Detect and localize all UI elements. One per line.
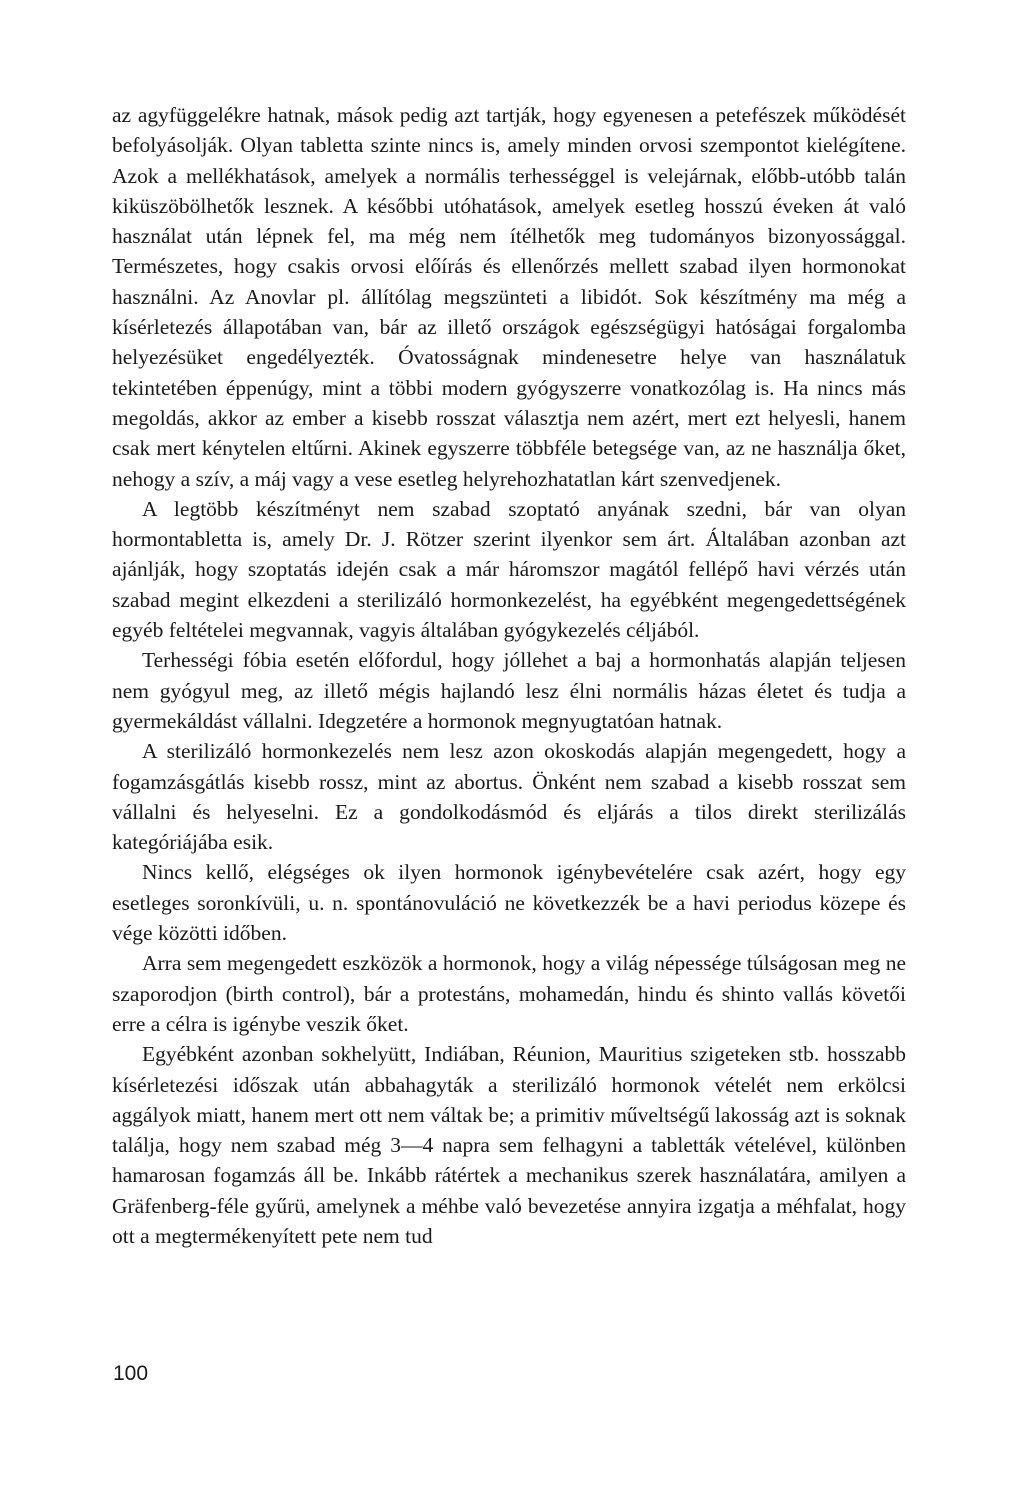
paragraph-lesser-evil: A sterilizáló hormonkezelés nem lesz azon okoskodás alapján megengedett, hogy a fogamzásgátlás kisebb rossz, mint az abortus. Önként nem szabad a kisebb rosszat sem vállalni és helyeselni. Ez a gondolkodásmód és eljárás a tilos direkt sterilizálás kategóriájába esik. [112,739,906,855]
paragraph-india-reunion: Egyébként azonban sokhelyütt, Indiában, Réunion, Mauritius szigeteken stb. hosszabb kísérletezési időszak után abbahagyták a sterilizáló hormonok vételét nem erkölcsi aggályok miatt, hanem mert ott nem váltak be; a primitiv műveltségű lakosság azt is soknak találja, hogy nem szabad még 3—4 napra sem felhagyni a tabletták vételével, különben hamarosan fogamzás áll be. Inkább rátértek a mechanikus szerek használatára, amilyen a Gräfenberg-féle gyűrü, amelynek a méhbe való bevezetése annyira izgatja a méhfalat, hogy ott a megtermékenyített pete nem tud [112,1042,906,1248]
body-text [112,100,906,1251]
paragraph-ovulation: Nincs kellő, elégséges ok ilyen hormonok igénybevételére csak azért, hogy egy esetleges soronkívüli, u. n. spontánovuláció ne következzék be a havi periodus közepe és vége közötti időben. [112,860,906,946]
paragraph-pregnancy-phobia: Terhességi fóbia esetén előfordul, hogy jóllehet a baj a hormonhatás alapján teljesen nem gyógyul meg, az illető mégis hajlandó lesz élni normális házas életet és tudja a gyermekáldást vállalni. Idegzetére a hormonok megnyugtatóan hatnak. [112,648,906,733]
paragraph-continuation: az agyfüggelékre hatnak, mások pedig azt tartják, hogy egyenesen a petefészek működését befolyásolják. Olyan tabletta szinte nincs is, amely minden orvosi szempontot kielégítene. Azok a mellékhatások, amelyek a normális terhességgel is velejárnak, előbb-utóbb talán kiküszöbölhetők lesznek. A későbbi utóhatások, amelyek esetleg hosszú éveken át való használat után lépnek fel, ma még nem ítélhetők meg tudományos bizonyossággal. Természetes, hogy csakis orvosi előírás és ellenőrzés mellett szabad ilyen hormonokat használni. Az Anovlar pl. állítólag megszünteti a libidót. Sok készítmény ma még a kísérletezés állapotában van, bár az illető országok egészségügyi hatóságai forgalomba helyezésüket engedélyezték. Óvatosságnak mindenesetre helye van használatuk tekintetében éppenúgy, mint a többi modern gyógyszerre vonatkozólag is. Ha nincs más megoldás, akkor az ember a kisebb rosszat választja nem azért, mert ezt helyesli, hanem csak mert kénytelen eltűrni. Akinek egyszerre többféle betegsége van, az ne használja őket, nehogy a szív, a máj vagy a vese esetleg helyrehozhatatlan kárt szenvedjenek. [112,103,906,491]
page-number: 100 [113,1362,149,1385]
paragraph-breastfeeding: A legtöbb készítményt nem szabad szoptató anyának szedni, bár van olyan hormontabletta is, amely Dr. J. Rötzer szerint ilyenkor sem árt. Általában azonban azt ajánlják, hogy szoptatás idején csak a már háromszor magától fellépő havi vérzés után szabad megint elkezdeni a sterilizáló hormonkezelést, ha egyébként megengedettségének egyéb feltételei megvannak, vagyis általában gyógykezelés céljából. [112,496,906,643]
paragraph-birth-control: Arra sem megengedett eszközök a hormonok, hogy a világ népessége túlságosan meg ne szaporodjon (birth control), bár a protestáns, mohamedán, hindu és shinto vallás követői erre a célra is igénybe veszik őket. [112,951,906,1036]
